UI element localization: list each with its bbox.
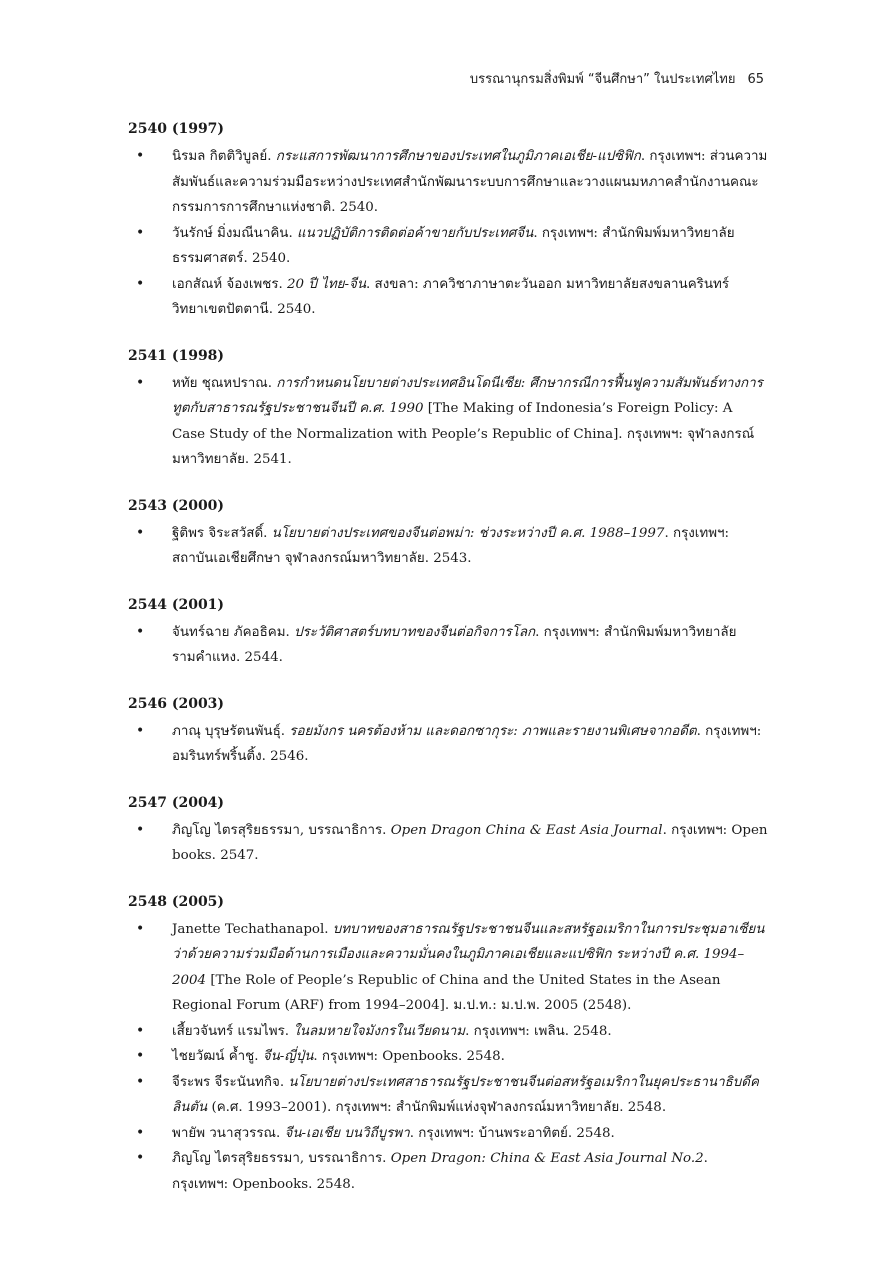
entry-title: ประวัติศาสตร์บทบาทของจีนต่อกิจการโลก — [294, 624, 536, 640]
entry-text — [172, 1126, 615, 1141]
entry-publication-info: (ค.ศ. 1993–2001). กรุงเทพฯ: สำนักพิมพ์แห่งจุฬาลงกรณ์มหาวิทยาลัย. 2548. — [207, 1100, 667, 1115]
entry-text — [172, 1024, 612, 1039]
entry-publication-info: [The Making of Indonesia’s Foreign Policy: A Case Study of the Normalization with People’s Republic of China]. กรุงเทพฯ: จุฬาลงกรณ์มหาวิทยาลัย. 2541. — [172, 401, 755, 467]
entry-list — [128, 144, 768, 323]
entry-author: ภาณุ บุรุษรัตนพันธุ์. — [172, 723, 290, 739]
year-section — [128, 693, 768, 770]
entry-text — [172, 526, 729, 567]
entry-text — [172, 922, 764, 1014]
entry-text — [172, 724, 761, 765]
bibliography-entry — [128, 620, 768, 671]
page-number: 65 — [747, 72, 764, 87]
year-section — [128, 118, 768, 323]
bullet-icon: • — [136, 1048, 145, 1064]
bullet-icon: • — [136, 1150, 145, 1166]
bibliography-entry — [128, 917, 768, 1019]
bullet-icon: • — [136, 148, 145, 164]
running-header — [470, 68, 764, 89]
entry-publication-info: . กรุงเทพฯ: เพลิน. 2548. — [465, 1023, 612, 1039]
bullet-icon: • — [136, 920, 145, 937]
entry-list — [128, 917, 768, 1198]
entry-author: จันทร์ฉาย ภัคอธิคม. — [172, 624, 295, 640]
entry-title: จีน-เอเชีย บนวิถีบูรพา — [284, 1125, 410, 1141]
entry-author: จีระพร จีระนันทกิจ. — [172, 1074, 289, 1090]
bibliography-entry — [128, 272, 768, 323]
bullet-icon: • — [136, 821, 145, 838]
year-heading: 2541 (1998) — [128, 347, 225, 364]
bibliography-entry — [128, 221, 768, 272]
entry-text — [172, 625, 736, 666]
entry-text — [172, 823, 768, 864]
year-heading: 2544 (2001) — [128, 596, 225, 613]
entry-author: ภิญโญ ไตรสุริยธรรมา, บรรณาธิการ. — [172, 822, 391, 838]
entry-publication-info: . กรุงเทพฯ: ส่วนความสัมพันธ์และความร่วมมือระหว่างประเทศสำนักพัฒนาระบบการศึกษาและวางแผนมหภาคสำนักงานคณะกรรมการการศึกษาแห่งชาติ. 2540. — [172, 149, 768, 215]
entry-title: บทบาทของสาธารณรัฐประชาชนจีนและสหรัฐอเมริกาในการประชุมอาเซียนว่าด้วยความร่วมมือด้านการเมืองและความมั่นคงในภูมิภาคเอเชียและแปซิฟิก ระหว่างปี ค.ศ. 1994–2004 — [172, 921, 765, 988]
entry-publication-info: . กรุงเทพฯ: บ้านพระอาทิตย์. 2548. — [409, 1125, 615, 1141]
entry-author: ภิญโญ ไตรสุริยธรรมา, บรรณาธิการ. — [172, 1151, 391, 1166]
bullet-icon: • — [136, 623, 145, 640]
running-title: บรรณานุกรมสิ่งพิมพ์ “จีนศึกษา” ในประเทศไทย — [469, 72, 736, 87]
entry-text — [172, 226, 735, 267]
entry-author: เสี้ยวจันทร์ แรมไพร. — [172, 1023, 294, 1039]
year-heading: 2540 (1997) — [128, 121, 225, 137]
entry-author: ไชยวัฒน์ ค้ำชู. — [172, 1049, 263, 1064]
entry-text — [172, 1151, 708, 1192]
bibliography-entry — [128, 719, 768, 770]
entry-list — [128, 371, 768, 473]
entry-title: แนวปฏิบัติการติดต่อค้าขายกับประเทศจีน — [296, 225, 534, 241]
entry-title: 20 ปี ไทย-จีน — [287, 276, 367, 292]
bibliography-entry — [128, 371, 768, 473]
bullet-icon: • — [136, 1073, 145, 1090]
entry-publication-info: . กรุงเทพฯ: อมรินทร์พริ้นติ้ง. 2546. — [172, 723, 762, 764]
entry-publication-info: . กรุงเทพฯ: Open books. 2547. — [172, 822, 768, 863]
bibliography-entry — [128, 1070, 768, 1121]
bibliography-entry — [128, 818, 768, 869]
entry-publication-info: . กรุงเทพฯ: สถาบันเอเชียศึกษา จุฬาลงกรณ์มหาวิทยาลัย. 2543. — [172, 525, 730, 566]
year-heading: 2543 (2000) — [128, 497, 225, 514]
bibliography-entry — [128, 521, 768, 572]
entry-list — [128, 818, 768, 869]
entry-list — [128, 620, 768, 671]
entry-text — [172, 1075, 759, 1116]
entry-publication-info: . กรุงเทพฯ: Openbooks. 2548. — [313, 1049, 505, 1064]
entry-title: รอยมังกร นครต้องห้าม และดอกซากุระ: ภาพและรายงานพิเศษจากอดีต — [289, 723, 697, 739]
entry-author: วันรักษ์ มิ่งมณีนาคิน. — [172, 225, 297, 241]
bibliography-body — [128, 118, 768, 1219]
bibliography-entry — [128, 1044, 768, 1070]
bibliography-entry — [128, 1019, 768, 1045]
entry-author: Janette Techathanapol. — [172, 921, 333, 937]
entry-author: พายัพ วนาสุวรรณ. — [172, 1125, 285, 1141]
entry-publication-info: . สงขลา: ภาควิชาภาษาตะวันออก มหาวิทยาลัยสงขลานครินทร์ วิทยาเขตปัตตานี. 2540. — [172, 276, 730, 317]
bullet-icon: • — [136, 722, 145, 739]
bullet-icon: • — [136, 374, 145, 391]
year-heading: 2547 (2004) — [128, 794, 225, 811]
entry-author: นิรมล กิตติวิบูลย์. — [172, 149, 276, 164]
bullet-icon: • — [136, 524, 145, 541]
bibliography-entry — [128, 1121, 768, 1147]
entry-text — [172, 149, 767, 215]
entry-author: เอกสัณห์ จ้องเพชร. — [172, 276, 288, 292]
year-section — [128, 594, 768, 671]
entry-title: Open Dragon China & East Asia Journal — [390, 822, 663, 838]
entry-text — [172, 277, 729, 318]
entry-title: นโยบายต่างประเทศสาธารณรัฐประชาชนจีนต่อสหรัฐอเมริกาในยุคประธานาธิบดีคลินตัน — [172, 1074, 759, 1115]
entry-text — [172, 1049, 505, 1064]
entry-title: จีน-ญี่ปุ่น — [262, 1049, 314, 1064]
year-section — [128, 495, 768, 572]
year-section — [128, 792, 768, 869]
entry-title: ในลมหายใจมังกรในเวียดนาม — [293, 1023, 466, 1039]
entry-list — [128, 521, 768, 572]
entry-publication-info: . กรุงเทพฯ: สำนักพิมพ์มหาวิทยาลัยธรรมศาสตร์. 2540. — [172, 225, 735, 266]
entry-list — [128, 719, 768, 770]
entry-title: Open Dragon: China & East Asia Journal No.2 — [390, 1151, 704, 1166]
bullet-icon: • — [136, 1124, 145, 1141]
entry-text — [172, 376, 763, 468]
entry-publication-info: . กรุงเทพฯ: Openbooks. 2548. — [172, 1151, 708, 1192]
bibliography-entry — [128, 1146, 768, 1197]
bibliography-entry — [128, 144, 768, 221]
year-heading: 2548 (2005) — [128, 893, 225, 910]
entry-publication-info: [The Role of People’s Republic of China and the United States in the Asean Regional Forum (ARF) from 1994–2004]. ม.ป.ท.: ม.ป.พ. 2005 (2548). — [172, 972, 721, 1013]
bullet-icon: • — [136, 275, 145, 292]
year-section — [128, 345, 768, 473]
entry-title: การกำหนดนโยบายต่างประเทศอินโดนีเซีย: ศึกษากรณีการฟื้นฟูความสัมพันธ์ทางการทูตกับสาธารณรัฐประชาชนจีนปี ค.ศ. 1990 — [172, 375, 763, 416]
entry-author: หทัย ชุณหปราณ. — [172, 375, 277, 391]
entry-author: ฐิติพร จิระสวัสดิ์. — [172, 525, 272, 541]
bullet-icon: • — [136, 1022, 145, 1039]
bullet-icon: • — [136, 224, 145, 241]
entry-publication-info: . กรุงเทพฯ: สำนักพิมพ์มหาวิทยาลัยรามคำแหง. 2544. — [172, 624, 737, 665]
entry-title: นโยบายต่างประเทศของจีนต่อพม่า: ช่วงระหว่างปี ค.ศ. 1988–1997 — [271, 525, 665, 541]
year-heading: 2546 (2003) — [128, 695, 225, 712]
entry-title: กระแสการพัฒนาการศึกษาของประเทศในภูมิภาคเอเชีย-แปซิฟิก — [275, 149, 641, 164]
year-section — [128, 891, 768, 1198]
